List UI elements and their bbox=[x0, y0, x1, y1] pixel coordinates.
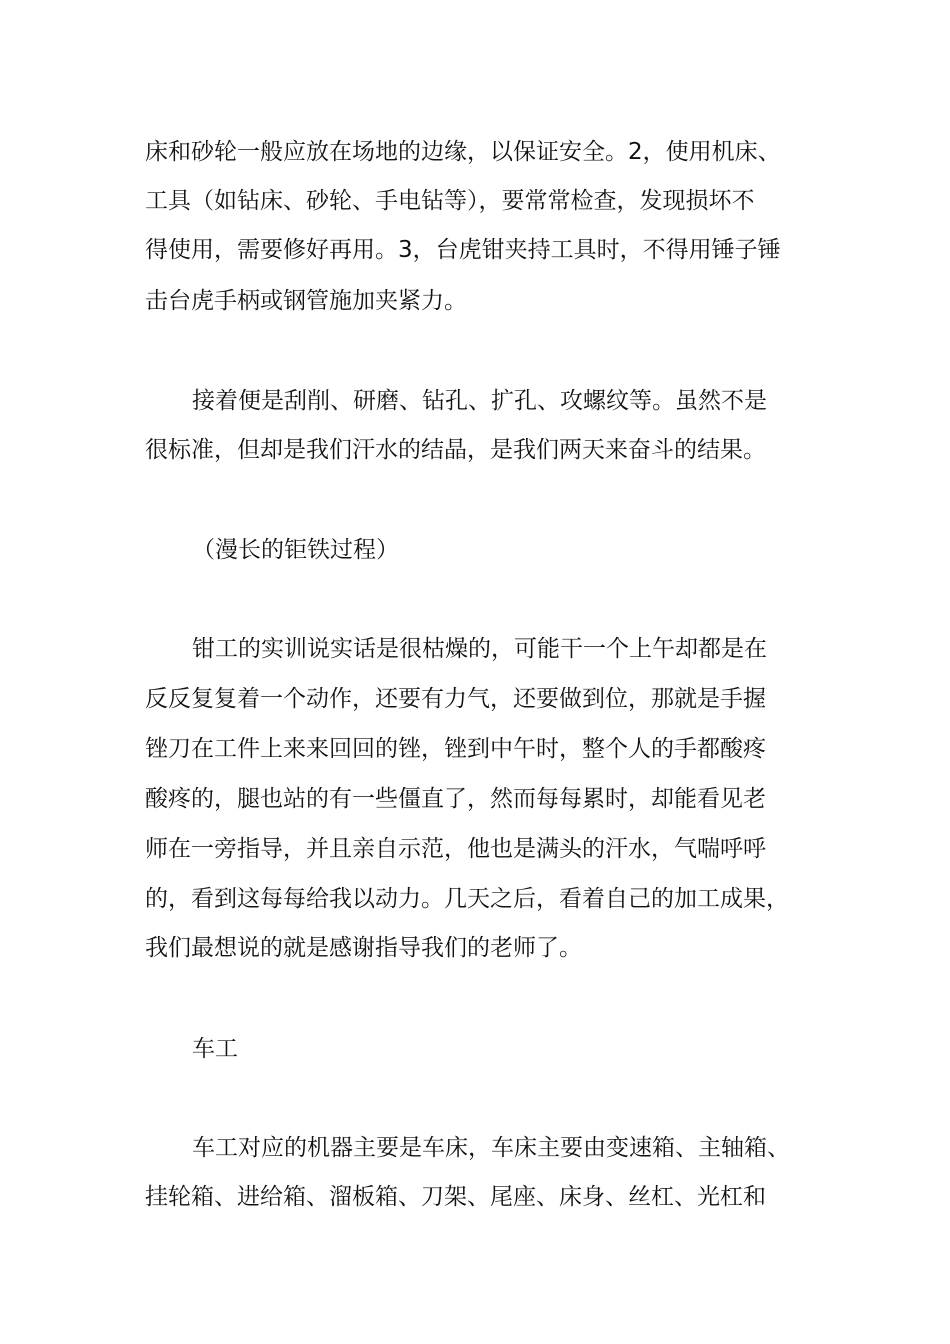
image-caption: （漫长的钜铁过程） bbox=[192, 537, 399, 563]
section-heading: 车工 bbox=[192, 1036, 238, 1062]
text-line: 接着便是刮削、研磨、钻孔、扩孔、攻螺纹等。虽然不是 bbox=[192, 388, 767, 414]
text-line: 工具（如钻床、砂轮、手电钻等），要常常检查，发现损坏不 bbox=[145, 188, 755, 214]
text-line: 酸疼的，腿也站的有一些僵直了，然而每每累时，却能看见老 bbox=[145, 786, 766, 812]
text-line: 反反复复着一个动作，还要有力气，还要做到位，那就是手握 bbox=[145, 686, 766, 712]
text-line: 击台虎手柄或钢管施加夹紧力。 bbox=[145, 288, 467, 314]
text-line: 锉刀在工件上来来回回的锉，锉到中午时，整个人的手都酸疼 bbox=[145, 736, 766, 762]
text-line: 车工对应的机器主要是车床，车床主要由变速箱、主轴箱、 bbox=[192, 1135, 790, 1161]
text-line: 钳工的实训说实话是很枯燥的，可能干一个上午却都是在 bbox=[192, 636, 767, 662]
text-line: 师在一旁指导，并且亲自示范，他也是满头的汗水，气喘呼呼 bbox=[145, 836, 766, 862]
text-line: 我们最想说的就是感谢指导我们的老师了。 bbox=[145, 935, 582, 961]
text-line: 很标准，但却是我们汗水的结晶，是我们两天来奋斗的结果。 bbox=[145, 437, 766, 463]
text-line: 得使用，需要修好再用。3，台虎钳夹持工具时，不得用锤子锤 bbox=[145, 237, 781, 263]
text-line: 床和砂轮一般应放在场地的边缘，以保证安全。2，使用机床、 bbox=[145, 139, 781, 165]
text-line: 挂轮箱、进给箱、溜板箱、刀架、尾座、床身、丝杠、光杠和 bbox=[145, 1184, 766, 1210]
text-line: 的，看到这每每给我以动力。几天之后，看着自己的加工成果， bbox=[145, 886, 789, 912]
